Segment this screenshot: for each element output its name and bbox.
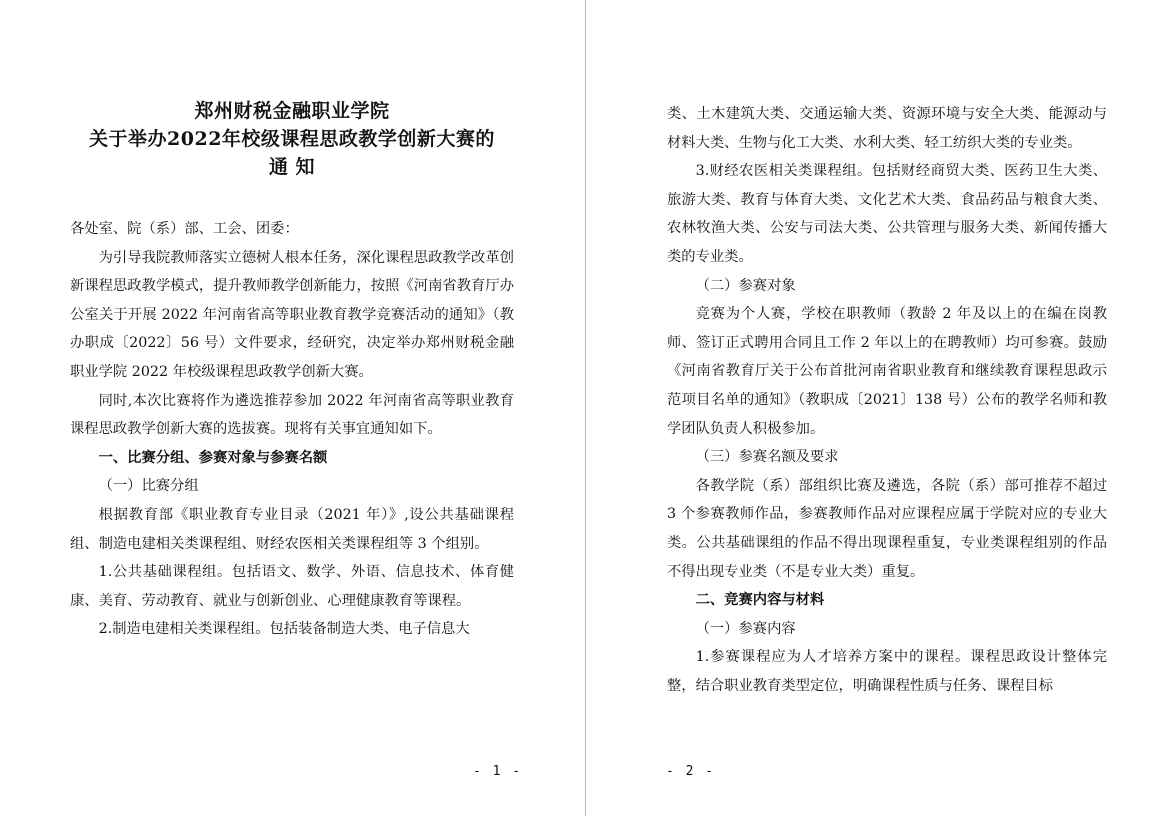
title-spacer: [70, 181, 514, 215]
group-1-paragraph: 1.公共基础课程组。包括语文、数学、外语、信息技术、体育健康、美育、劳动教育、就业与创新创业、心理健康教育等课程。: [70, 564, 514, 609]
page-1-content: [70, 97, 514, 644]
group-2-continued: 类、土木建筑大类、交通运输大类、资源环境与安全大类、能源动与材料大类、生物与化工大类、水利大类、轻工纺织大类的专业类。: [667, 106, 1107, 151]
title-subject: 关于举办2022年校级课程思政教学创新大赛的: [89, 128, 495, 150]
groups-paragraph: 根据教育部《职业教育专业目录（2021 年）》,设公共基础课程组、制造电建相关类课程组、财经农医相关类课程组等 3 个组别。: [70, 506, 514, 552]
salutation: 各处室、院（系）部、工会、团委：: [70, 221, 299, 237]
page-number-1: - 1 -: [473, 764, 523, 779]
page-1-body: [70, 215, 514, 644]
subsection-heading-content: （一）参赛内容: [695, 620, 796, 637]
page-2-body: [667, 100, 1107, 700]
quota-paragraph: 各教学院（系）部组织比赛及遴选，各院（系）部可推荐不超过 3 个参赛教师作品，参赛教师作品对应课程应属于学院对应的专业大类。公共基础课组的作品不得出现课程重复，专业类课程组别的作品不得出现专业类（不是专业大类）重复。: [667, 477, 1107, 580]
section-heading-1: 一、比赛分组、参赛对象与参赛名额: [98, 449, 328, 466]
section-heading-2: 二、竞赛内容与材料: [695, 592, 825, 609]
page-number-2: - 2 -: [666, 764, 716, 779]
subsection-heading-quota: （三）参赛名额及要求: [695, 449, 839, 466]
subsection-heading-participants: （二）参赛对象: [695, 277, 796, 294]
intro-paragraph: 为引导我院教师落实立德树人根本任务，深化课程思政教学改革创新课程思政教学模式，提升教师教学创新能力，按照《河南省教育厅办公室关于开展 2022 年河南省高等职业教育教学竞赛活动的通知》（教办职成〔2022〕56 号）文件要求，经研究，决定举办郑州财税金融职业学院 2022 年校级课程思政教学创新大赛。: [70, 249, 514, 380]
content-paragraph: 1.参赛课程应为人才培养方案中的课程。课程思政设计整体完整，结合职业教育类型定位，明确课程性质与任务、课程目标: [667, 649, 1107, 694]
page-2: [586, 0, 1173, 816]
group-2-paragraph: 2.制造电建相关类课程组。包括装备制造大类、电子信息大: [98, 621, 470, 638]
group-3-paragraph: 3.财经农医相关类课程组。包括财经商贸大类、医药卫生大类、旅游大类、教育与体育大类、文化艺术大类、食品药品与粮食大类、农林牧渔大类、公安与司法大类、公共管理与服务大类、新闻传播大类的专业类。: [667, 163, 1107, 265]
page-1: [0, 0, 585, 816]
title-notice: 通 知: [268, 156, 316, 178]
subsection-heading-groups: （一）比赛分组: [98, 478, 199, 495]
title-institution: 郑州财税金融职业学院: [194, 100, 390, 122]
selection-paragraph: 同时,本次比赛将作为遴选推荐参加 2022 年河南省高等职业教育课程思政教学创新大赛的选拔赛。现将有关事宜通知如下。: [70, 392, 514, 438]
participants-paragraph: 竞赛为个人赛，学校在职教师（教龄 2 年及以上的在编在岗教师、签订正式聘用合同且工作 2 年以上的在聘教师）均可参赛。鼓励《河南省教育厅关于公布首批河南省职业教育和继续教育课程思政示范项目名单的通知》（教职成〔2021〕138 号）公布的教学名师和教学团队负责人积极参加。: [667, 306, 1107, 437]
